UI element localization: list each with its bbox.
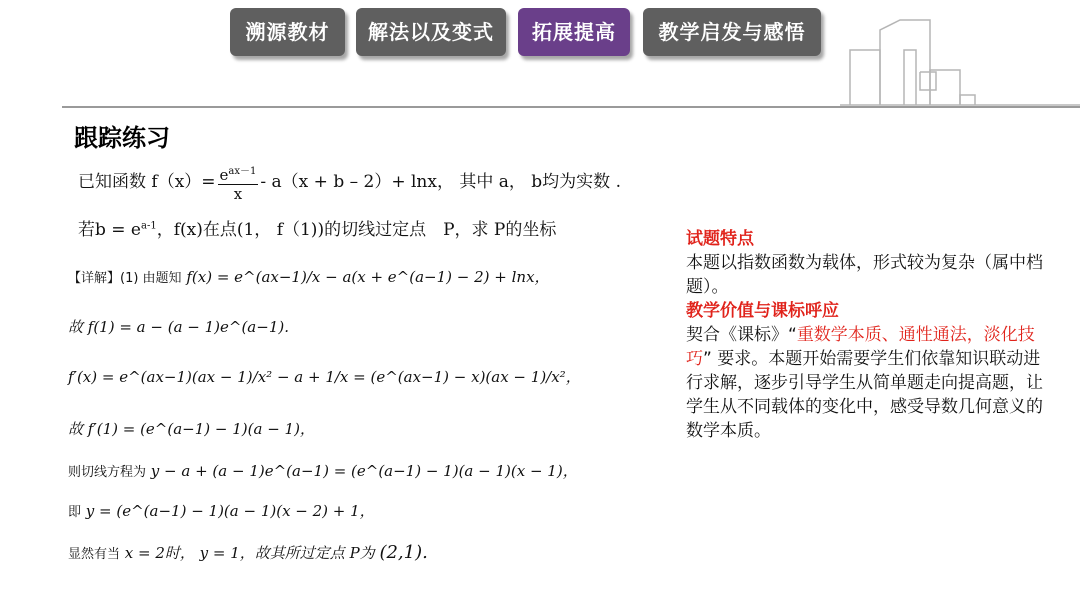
question-text: ，f(x)在点(1， f（1))的切线过定点 P，求 P的坐标 (156, 220, 557, 240)
value-body-start: 契合《课标》“ (686, 325, 797, 345)
solution-step-5 (68, 460, 578, 481)
feature-title: 试题特点 (686, 229, 754, 249)
solution-step-6 (68, 500, 375, 521)
fixed-point: (2,1). (379, 542, 428, 563)
condition-exponent: a-1 (141, 220, 157, 232)
tab-extension[interactable]: 拓展提高 (518, 8, 630, 56)
tab-trace-textbook[interactable]: 溯源教材 (230, 8, 345, 56)
fraction-exponent: ax－1 (228, 166, 257, 177)
solution-step-3 (68, 366, 581, 387)
solution-step-2 (68, 316, 289, 337)
i-e-label: 即 (68, 505, 82, 520)
tab-teaching-insights[interactable]: 教学启发与感悟 (643, 8, 821, 56)
tangent-label: 则切线方程为 (68, 465, 147, 480)
header-divider (62, 106, 1080, 108)
solution-step-1 (68, 266, 550, 287)
page-title: 跟踪练习 (74, 124, 170, 152)
value-body (686, 323, 1046, 443)
problem-fraction (218, 162, 259, 203)
solution-step-7 (68, 542, 428, 563)
conclusion-label: 显然有当 (68, 547, 121, 562)
solution-expr-6: y = (e^(a−1) − 1)(a − 1)(x − 2) + 1， (85, 502, 375, 520)
feature-body: 本题以指数函数为载体，形式较为复杂（属中档题）。 (686, 253, 1043, 297)
solution-expr-1: f(x) = e^(ax−1)/x − a(x + e^(a−1) − 2) + lnx， (186, 268, 550, 286)
building-outline-decoration (840, 0, 1080, 110)
value-title: 教学价值与课标呼应 (686, 301, 839, 321)
value-body-end: ” 要求。本题开始需要学生们依靠知识联动进行求解，逐步引导学生从简单题走向提高题，让学生从不同载体的变化中，感受导数几何意义的数学本质。 (686, 349, 1043, 441)
condition-text: 若b = e (78, 220, 141, 240)
value-body-highlight: 重数学本质、通性通法，淡化技巧 (686, 325, 1035, 369)
solution-expr-5: y − a + (a − 1)e^(a−1) = (e^(a−1) − 1)(a − 1)(x − 1)， (150, 462, 578, 480)
fraction-numerator: e (219, 166, 229, 184)
solution-step-4 (68, 418, 315, 439)
problem-line-2 (78, 215, 556, 240)
problem-prefix: 已知函数 f（x）= (78, 172, 216, 192)
solution-expr-7: x = 2时， y = 1，故其所过定点 P为 (124, 544, 375, 562)
problem-suffix: - a（x + b – 2）+ lnx， 其中 a， b均为实数 . (260, 172, 621, 192)
problem-line-1 (78, 162, 621, 203)
solution-label: 【详解】(1) 由题知 (68, 271, 182, 286)
commentary-panel (686, 227, 1046, 443)
tab-solutions-variants[interactable]: 解法以及变式 (356, 8, 506, 56)
solution-expr-4: 故 f′(1) = (e^(a−1) − 1)(a − 1)， (68, 420, 315, 438)
fraction-denominator: x (233, 185, 243, 203)
solution-expr-2: 故 f(1) = a − (a − 1)e^(a−1). (68, 318, 289, 336)
solution-expr-3: f′(x) = e^(ax−1)(ax − 1)/x² − a + 1/x = (e^(ax−1) − x)(ax − 1)/x²， (68, 368, 581, 386)
